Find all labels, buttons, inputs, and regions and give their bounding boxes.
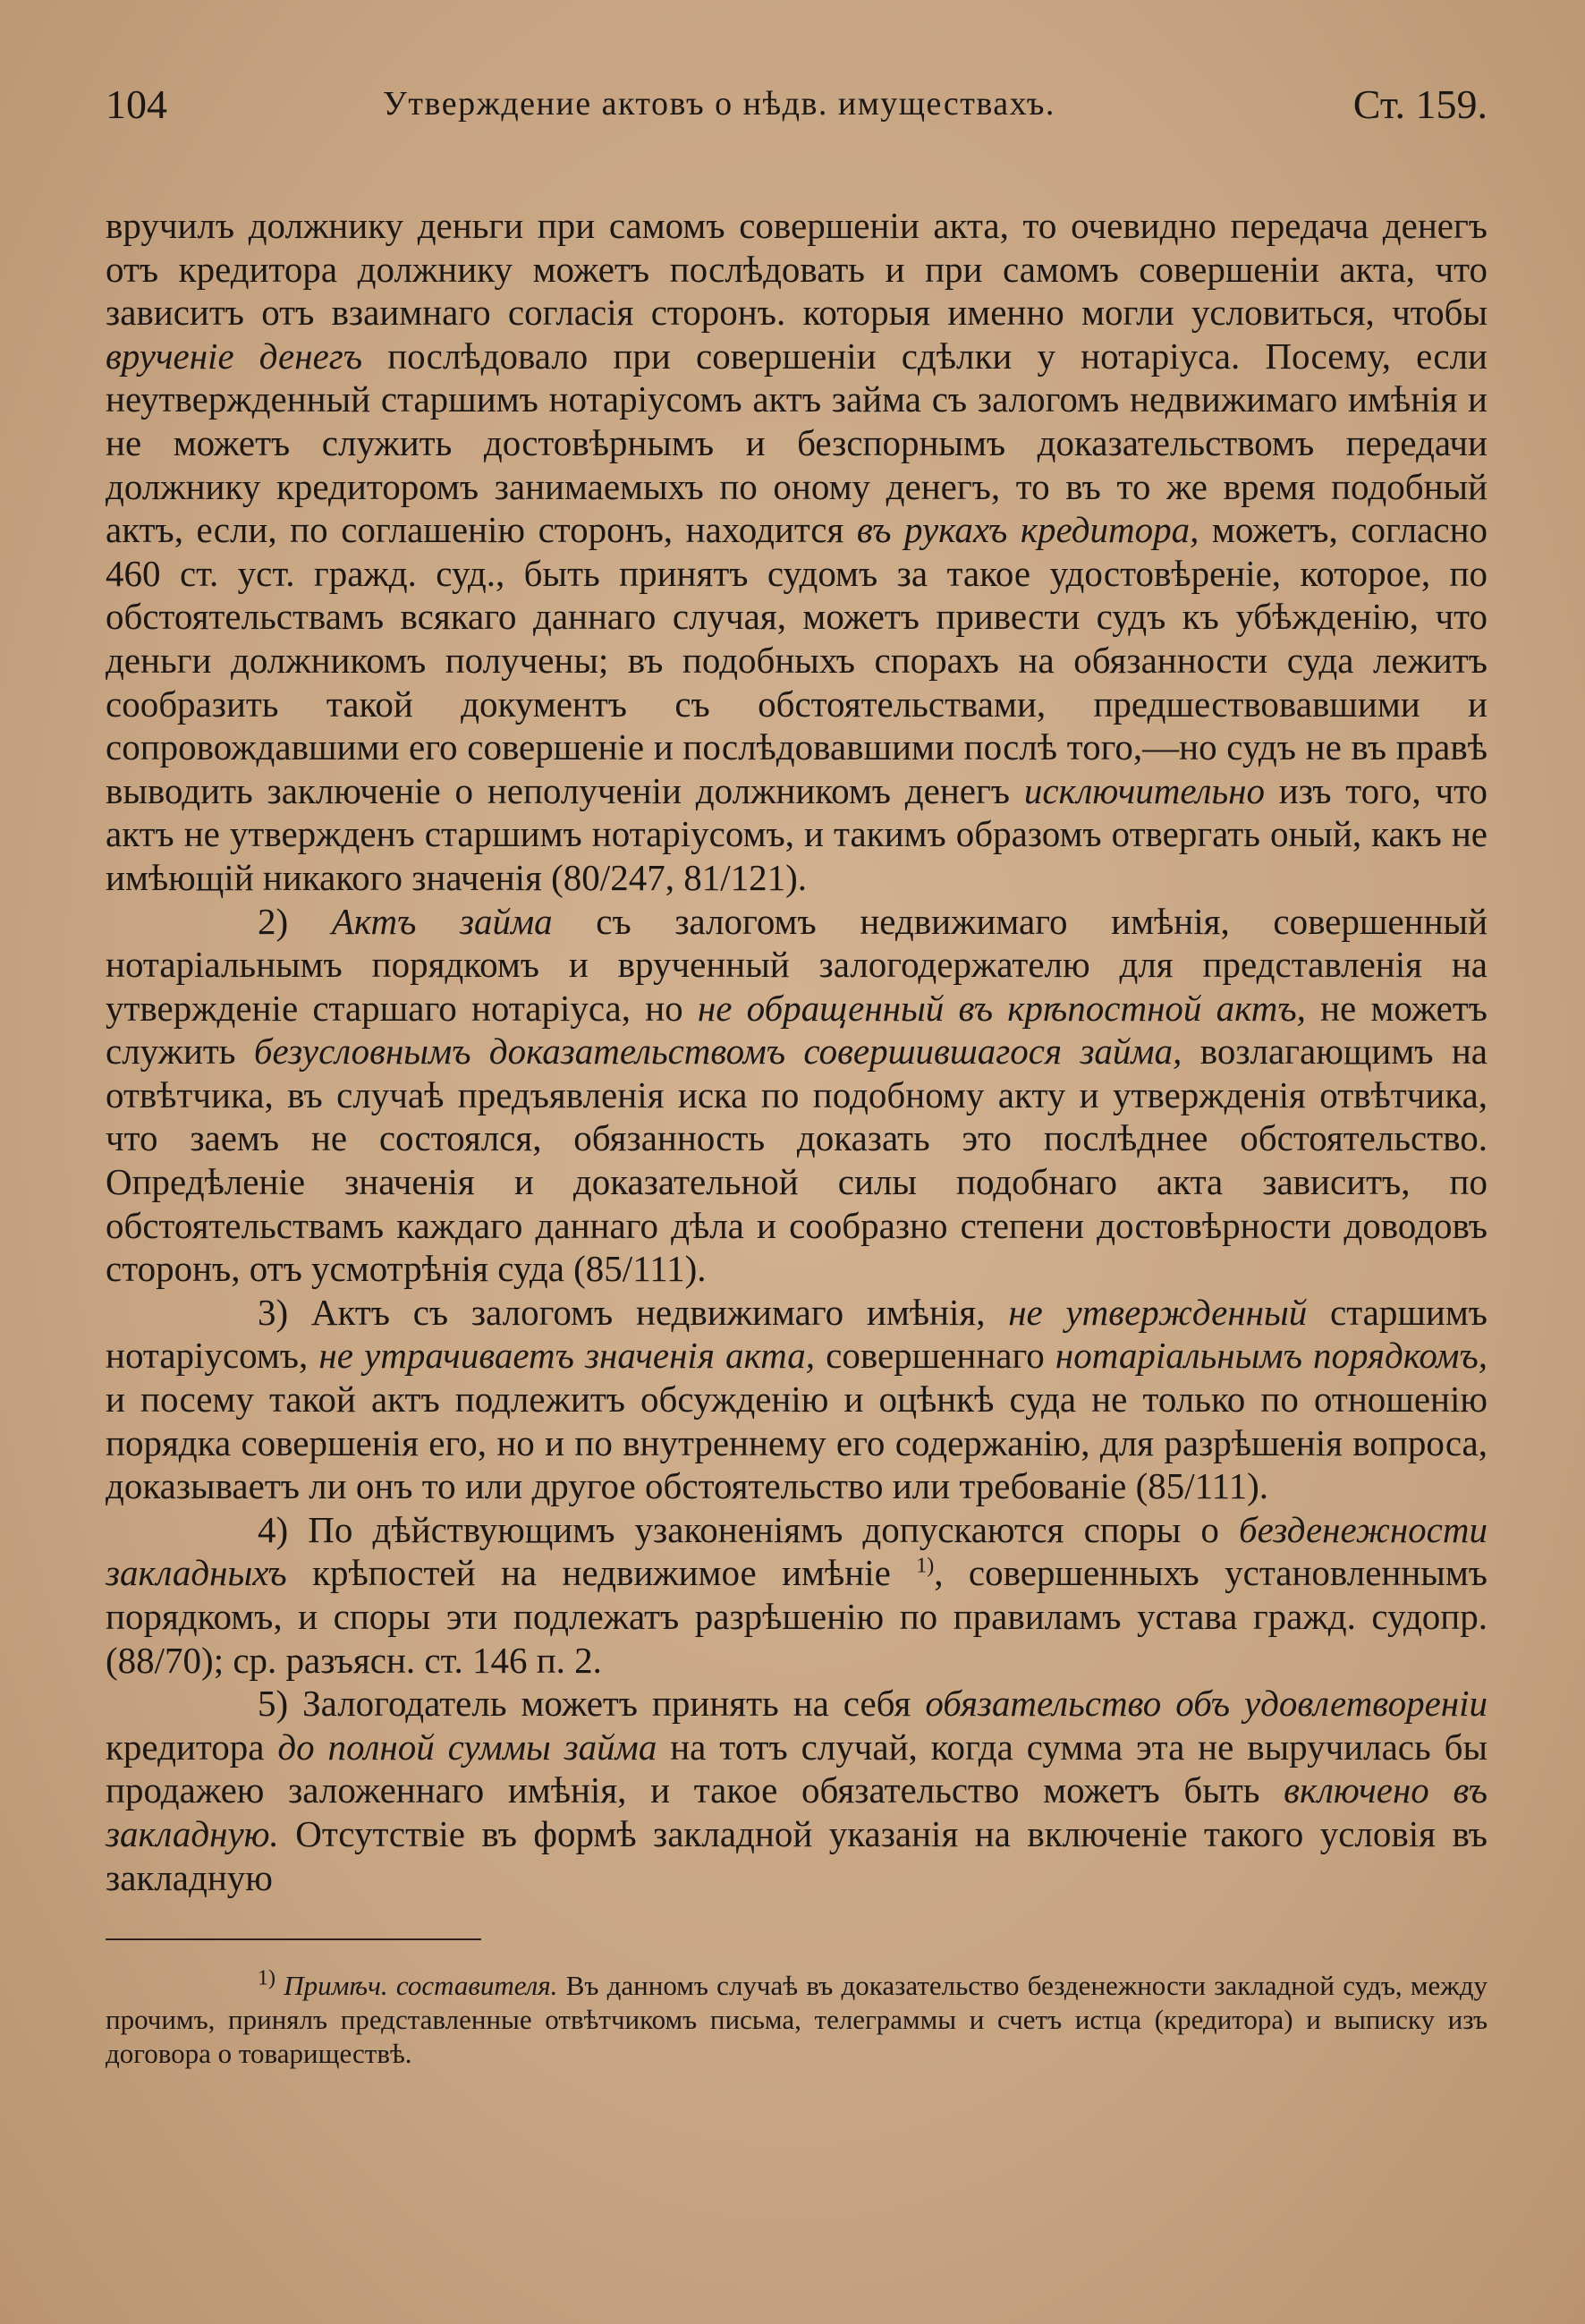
running-header xyxy=(106,63,1488,143)
text-run: кредитора xyxy=(106,1726,278,1768)
text-run: возлагающимъ на отвѣтчика, въ случаѣ предъявленія иска по подобному акту и утвержденія отвѣтчика, что заемъ не состоялся, обязанность доказать это послѣднее обстоятельство. Опредѣленіе значенія и доказательной силы подобнаго акта зависитъ, по обстоятельствамъ каждаго даннаго дѣла и сообразно степени достовѣрности доводовъ сторонъ, отъ усмотрѣнія суда (85/111). xyxy=(106,1031,1488,1290)
paragraph xyxy=(106,204,1488,900)
text-run: 5) Залогодатель можетъ принять на себя xyxy=(258,1683,926,1725)
paragraph xyxy=(106,1682,1488,1899)
text-run: послѣдовало при совершеніи сдѣлки у нотаріуса. Посему, если неутвержденный старшимъ нотаріусомъ актъ займа съ залогомъ недвижимаго имѣнія и не можетъ служить достовѣрнымъ и безспорнымъ доказательствомъ передачи должнику кредиторомъ занимаемыхъ по оному денегъ, то въ то же время подобный актъ, если, по соглашенію сторонъ, находится xyxy=(106,335,1488,551)
italic-emphasis: Актъ займа xyxy=(331,900,553,942)
text-run: Отсутствіе въ формѣ закладной указанія на включеніе такого условія въ закладную xyxy=(106,1812,1488,1898)
italic-emphasis: врученіе денегъ xyxy=(106,335,363,377)
footnote-marker: 1) xyxy=(916,1554,935,1578)
text-run xyxy=(275,1970,284,2001)
body-text xyxy=(106,204,1488,1899)
text-run: можетъ, согласно 460 ст. уст. гражд. суд., быть принятъ судомъ за такое удостовѣреніе, которое, по обстоятельствамъ всякаго даннаго случая, можетъ привести судъ къ убѣжденію, что деньги должникомъ получены; въ подобныхъ спорахъ на обязанности суда лежитъ сообразить такой документъ съ обстоятельствами, предшествовавшими и сопровождавшими его совершеніе и послѣдовавшими послѣ того,—но судъ не въ правѣ выводить заключеніе о неполученіи должникомъ денегъ xyxy=(106,509,1488,811)
footnote xyxy=(106,1966,1488,2071)
italic-emphasis: безусловнымъ доказательствомъ совершившагося займа, xyxy=(253,1031,1182,1073)
running-title: Утверждение актовъ о нѣдв. имуществахъ. xyxy=(383,85,1055,123)
italic-emphasis: не обращенный въ крѣпостной актъ, xyxy=(697,987,1306,1029)
text-run: изъ того, что актъ не утвержденъ старшимъ нотаріусомъ, и такимъ образомъ отвергать оный, какъ не имѣющій никакого значенія (80/247, 81/121). xyxy=(106,769,1488,898)
text-run: старшимъ нотаріусомъ, xyxy=(106,1291,1488,1377)
italic-emphasis: въ рукахъ кредитора, xyxy=(856,509,1199,551)
paragraph xyxy=(106,1508,1488,1682)
text-run: , совершенныхъ установленнымъ порядкомъ, и споры эти подлежатъ разрѣшенію по правиламъ устава гражд. судопр. (88/70); ср. разъясн. ст. 146 п. 2. xyxy=(106,1552,1488,1681)
text-run: не можетъ служить xyxy=(106,987,1488,1073)
italic-emphasis: нотаріальнымъ порядкомъ, xyxy=(1055,1335,1488,1377)
paragraph xyxy=(106,1291,1488,1508)
italic-emphasis: не утрачиваетъ значенія акта, xyxy=(318,1335,815,1377)
italic-emphasis: исключительно xyxy=(1023,769,1265,811)
text-run: 2) xyxy=(258,900,332,942)
text-run: вручилъ должнику деньги при самомъ совершеніи акта, то очевидно передача денегъ отъ кредитора должнику можетъ послѣдовать и при самомъ совершеніи акта, что зависитъ отъ взаимнаго согласія сторонъ. которыя именно могли условиться, чтобы xyxy=(106,205,1488,334)
text-run: и посему такой актъ подлежитъ обсужденію и оцѣнкѣ суда не только по отношенію порядка совершенія его, но и по внутреннему его содержанію, для разрѣшенія вопроса, доказываетъ ли онъ то или другое обстоятельство или требованіе (85/111). xyxy=(106,1378,1488,1507)
page-number: 104 xyxy=(106,81,167,127)
italic-emphasis: Примѣч. составителя. xyxy=(284,1970,558,2002)
italic-emphasis: не утвержденный xyxy=(1008,1291,1308,1333)
italic-emphasis: обязательство объ удовлетвореніи xyxy=(925,1683,1488,1725)
article-number: Ст. 159. xyxy=(1352,81,1488,127)
text-run: на тотъ случай, когда сумма эта не выручилась бы продажею заложеннаго имѣнія, и такое обязательство можетъ быть xyxy=(106,1726,1488,1811)
book-page xyxy=(106,63,1488,2299)
text-run: съ залогомъ недвижимаго имѣнія, совершенный нотаріальнымъ порядкомъ и врученный залогодержателю для представленія на утвержденіе старшаго нотаріуса, но xyxy=(106,900,1488,1029)
footnote-marker: 1) xyxy=(258,1966,275,1990)
text-run: 4) По дѣйствующимъ узаконеніямъ допускаются споры о xyxy=(258,1508,1240,1550)
text-run: Въ данномъ случаѣ въ доказательство безденежности закладной судъ, между прочимъ, принялъ представленные отвѣтчикомъ письма, телеграммы и счетъ истца (кредитора) и выписку изъ договора о товариществѣ. xyxy=(106,1970,1488,2070)
text-run: 3) Актъ съ залогомъ недвижимаго имѣнія, xyxy=(258,1291,1009,1333)
italic-emphasis: безденежности закладныхъ xyxy=(106,1508,1488,1594)
footnote-divider xyxy=(106,1938,481,1940)
italic-emphasis: до полной суммы займа xyxy=(277,1726,657,1768)
paragraph xyxy=(106,900,1488,1291)
text-run: совершеннаго xyxy=(815,1335,1055,1377)
italic-emphasis: включено въ закладную. xyxy=(106,1769,1488,1854)
text-run: крѣпостей на недвижимое имѣніе xyxy=(286,1552,917,1594)
